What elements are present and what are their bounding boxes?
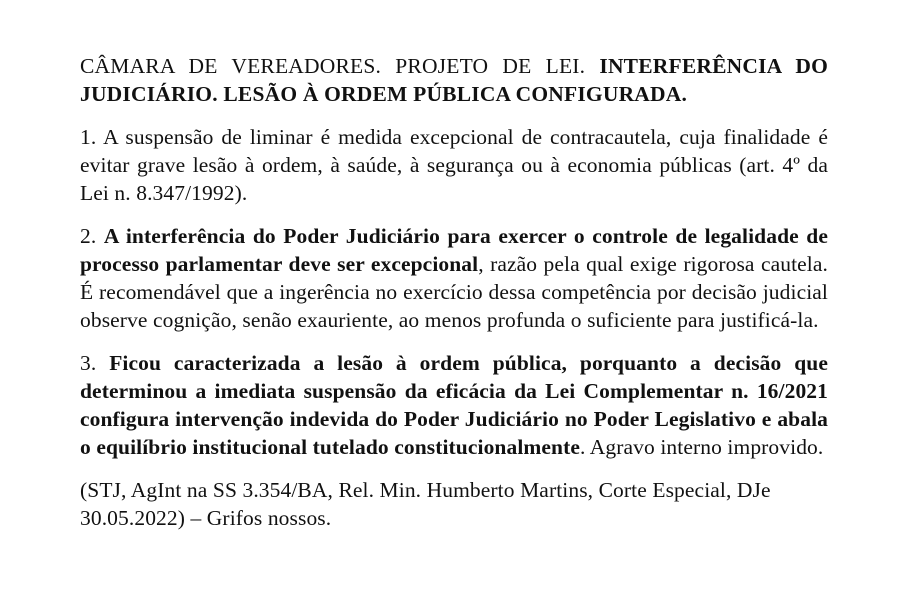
document-title [80, 52, 828, 108]
paragraph-2 [80, 222, 828, 334]
paragraph-1-number: 1. [80, 125, 104, 149]
paragraph-2-number: 2. [80, 224, 104, 248]
citation: (STJ, AgInt na SS 3.354/BA, Rel. Min. Humberto Martins, Corte Especial, DJe 30.05.2022) – Grifos nossos. [80, 478, 771, 530]
title-regular-text: CÂMARA DE VEREADORES. PROJETO DE LEI. [80, 54, 600, 78]
paragraph-1 [80, 123, 828, 207]
paragraph-3-bold-text: Ficou caracterizada a lesão à ordem pública, porquanto a decisão que determinou a imediata suspensão da eficácia da Lei Complementar n. 16/2021 configura intervenção indevida do Poder Judiciário no Poder Legislativo e abala o equilíbrio institucional tutelado constitucionalmente [80, 351, 828, 459]
paragraph-3 [80, 349, 828, 461]
paragraph-3-number: 3. [80, 351, 110, 375]
title-bold-text: INTERFERÊNCIA DO JUDICIÁRIO. LESÃO À ORDEM PÚBLICA CONFIGURADA. [80, 54, 828, 106]
paragraph-2-regular-text: , razão pela qual exige rigorosa cautela. É recomendável que a ingerência no exercício dessa competência por decisão judicial observe cognição, senão exauriente, ao menos profunda o suficiente para justificá-la. [80, 252, 828, 332]
paragraph-2-bold-text: A interferência do Poder Judiciário para exercer o controle de legalidade de processo parlamentar deve ser excepcional [80, 224, 828, 276]
paragraph-3-regular-text: . Agravo interno improvido. [580, 435, 824, 459]
paragraph-1-regular-text: A suspensão de liminar é medida excepcional de contracautela, cuja finalidade é evitar grave lesão à ordem, à saúde, à segurança ou à economia públicas (art. 4º da Lei n. 8.347/1992). [80, 125, 828, 205]
